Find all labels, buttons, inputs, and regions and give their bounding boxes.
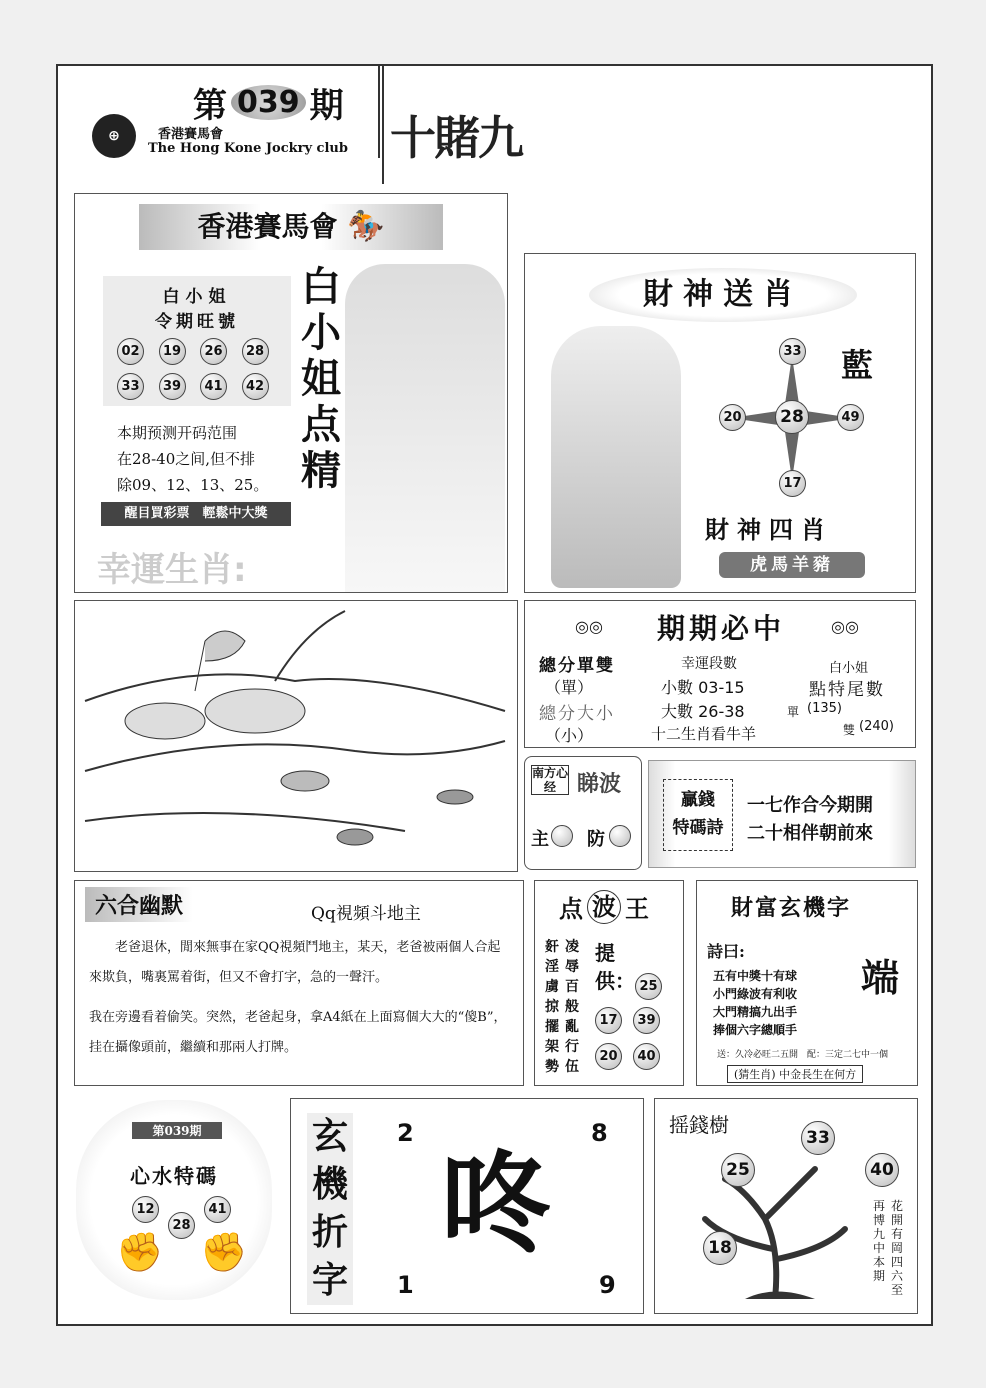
bai-title-2: 令期旺號 xyxy=(155,312,239,332)
compass-star xyxy=(719,338,865,498)
xinshui-ball-1: 12 xyxy=(132,1196,159,1223)
dianbo-section xyxy=(534,880,684,1086)
caifu-line-2: 小門綠波有利收 xyxy=(713,987,798,1001)
dianbo-title-2: 波 xyxy=(587,890,621,924)
liuhe-para-1: 老爸退休，閒來無事在家QQ視頻鬥地主，某天，老爸被兩個人合起來欺負，嘴裏罵着街，但又不會打字，急的一聲汗。 xyxy=(89,940,501,985)
qiqi-row4-right: (240) xyxy=(859,719,894,734)
caifu-line-3: 大門精搞九出手 xyxy=(713,1005,798,1019)
caifu-note: 送：久冷必旺二五開 配：三定二七中一個 xyxy=(717,1050,889,1060)
fang-ball xyxy=(609,825,631,847)
qiqi-row1-right: 白小姐 xyxy=(829,661,869,676)
header-issue-box xyxy=(58,66,380,158)
tree-ball-1: 33 xyxy=(801,1121,835,1155)
caishen-title: 財神送肖 xyxy=(589,268,857,322)
xuanji-bl: 1 xyxy=(397,1271,414,1299)
liuhe-section xyxy=(74,880,524,1086)
bai-banner xyxy=(139,204,443,250)
caifu-riddle: (猜生肖) 中金長生在何方 xyxy=(727,1065,863,1083)
poem-label-2: 特碼詩 xyxy=(672,818,724,838)
dianbo-ball-1: 25 xyxy=(635,973,662,1000)
caifu-line-4: 捧個六字總順手 xyxy=(713,1023,798,1037)
qiqi-row1-label: 總分單雙 xyxy=(539,656,615,676)
xuanji-section xyxy=(290,1098,644,1314)
landscape-drawing xyxy=(75,601,515,869)
bikini-figure xyxy=(345,264,505,592)
tree-section xyxy=(654,1098,918,1314)
caifu-section xyxy=(696,880,918,1086)
qiqi-row3-mid: 大數 26-38 xyxy=(661,702,745,721)
coin-icon-left: ◎◎ xyxy=(575,617,603,636)
bai-number-ball: 33 xyxy=(117,373,144,400)
dianbo-col-1: 姧淫虜掠擺架勢 xyxy=(545,939,559,1075)
coin-icon-right: ◎◎ xyxy=(831,617,859,636)
tree-ball-2: 25 xyxy=(721,1153,755,1187)
qiqi-row2-label: （單） xyxy=(545,678,594,697)
qiqi-row4-shuang: 雙 xyxy=(843,723,856,737)
qiqi-row2-right: 點特尾數 xyxy=(809,680,885,700)
xinshui-issue: 第039期 xyxy=(132,1122,222,1139)
issue-prefix: 第 xyxy=(193,86,227,126)
caishen-figure xyxy=(551,326,681,588)
bai-vertical-title: 白小姐点精 xyxy=(301,263,341,494)
bai-title-1: 白小姐 xyxy=(162,287,232,307)
qiqi-row4-mid: 十二生肖看牛羊 xyxy=(651,725,757,743)
issue-suffix: 期 xyxy=(309,86,344,126)
bai-slogan: 醒目買彩票 輕鬆中大獎 xyxy=(101,502,291,526)
bai-numbers-panel xyxy=(103,276,291,406)
poem-label-1: 贏錢 xyxy=(681,790,715,810)
club-cn: 香港賽馬會 xyxy=(158,127,224,142)
poem-label xyxy=(663,779,733,851)
caishen-bottom-ball: 17 xyxy=(779,470,806,497)
xinshui-title: 心水特碼 xyxy=(130,1164,218,1188)
dianbo-title xyxy=(559,889,649,924)
header-banner xyxy=(382,66,536,184)
bai-range-text xyxy=(117,420,268,498)
xuanji-tr: 8 xyxy=(591,1119,608,1147)
caishen-section xyxy=(524,253,916,593)
xinshui-ball-2: 28 xyxy=(168,1212,195,1239)
issue-title xyxy=(193,78,344,127)
nanfang-fang: 防 xyxy=(587,829,605,850)
bai-number-ball: 19 xyxy=(159,338,186,365)
caishen-right-ball: 49 xyxy=(837,404,864,431)
caishen-subtitle: 財神四肖 xyxy=(705,515,833,544)
qiqi-row1-mid: 幸運段數 xyxy=(681,656,737,672)
dianbo-col-2: 凌辱百般亂行伍 xyxy=(565,939,579,1075)
bai-range-2: 在28-40之间,但不排 xyxy=(117,450,256,468)
fist-icon-right: ✊ xyxy=(200,1230,248,1274)
poem-section xyxy=(648,760,916,868)
xinshui-section xyxy=(76,1100,272,1300)
fist-icon-left: ✊ xyxy=(116,1230,164,1274)
dianbo-ball-4: 20 xyxy=(595,1043,622,1070)
nanfang-title: 睇波 xyxy=(577,771,622,797)
xinshui-ball-3: 41 xyxy=(204,1196,231,1223)
dianbo-ball-3: 39 xyxy=(633,1007,660,1034)
jockey-club-logo: ⊕ xyxy=(92,114,136,158)
tree-col-1: 花開有岡四六至 xyxy=(891,1199,904,1297)
qiqi-row3-right: (135) xyxy=(807,701,842,716)
xuanji-br: 9 xyxy=(599,1271,616,1299)
poem-line-2: 二十相伴朝前來 xyxy=(747,823,873,844)
caifu-title: 財富玄機字 xyxy=(731,895,852,921)
tree-title: 摇錢樹 xyxy=(669,1113,729,1137)
bai-range-1: 本期预测开码范围 xyxy=(117,424,238,442)
nanfang-zhu: 主 xyxy=(531,829,549,850)
tree-drawing xyxy=(685,1139,865,1299)
xuanji-big-char: 咚 xyxy=(441,1140,551,1268)
qiqi-row3-dan: 單 xyxy=(787,705,800,719)
dianbo-tigong: 提供： xyxy=(595,941,635,993)
caishen-center-ball: 28 xyxy=(775,400,809,434)
lucky-zodiac-label: 幸運生肖: xyxy=(97,550,247,590)
banner-text: 十賭九 xyxy=(390,111,522,165)
dianbo-ball-5: 40 xyxy=(633,1043,660,1070)
landscape-illustration xyxy=(74,600,518,872)
poem-line-1: 一七作合今期開 xyxy=(747,795,873,816)
dianbo-title-1: 点 xyxy=(559,894,583,923)
liuhe-para-2: 我在旁邊看着偷笑。突然，老爸起身，拿A4紙在上面寫個大大的“傻B”，挂在攝像頭前，繼續和那兩人打牌。 xyxy=(89,1010,507,1055)
nanfang-section xyxy=(524,756,642,870)
issue-number: 039 xyxy=(231,85,306,120)
bai-number-ball: 26 xyxy=(200,338,227,365)
qiqi-title: 期期必中 xyxy=(656,612,785,645)
bai-number-grid xyxy=(103,332,291,406)
caifu-line-1: 五有中獎十有球 xyxy=(713,969,798,983)
dianbo-ball-2: 17 xyxy=(595,1007,622,1034)
tree-ball-3: 40 xyxy=(865,1153,899,1187)
zhu-ball xyxy=(551,825,573,847)
caishen-left-ball: 20 xyxy=(719,404,746,431)
qiqi-section xyxy=(524,600,916,748)
xuanji-tl: 2 xyxy=(397,1119,414,1147)
bai-range-3: 除09、12、13、25。 xyxy=(117,476,269,494)
liuhe-subtitle: Qq視頻斗地主 xyxy=(311,904,421,924)
caishen-top-ball: 33 xyxy=(779,338,806,365)
bai-banner-text: 香港賽馬會 xyxy=(197,210,338,243)
liuhe-title: 六合幽默 xyxy=(85,887,193,922)
caishen-zodiacs: 虎馬羊豬 xyxy=(719,552,865,578)
bai-number-ball: 42 xyxy=(242,373,269,400)
bai-number-ball: 39 xyxy=(159,373,186,400)
nanfang-label: 南方心经 xyxy=(532,766,569,794)
qiqi-row4-label: （小） xyxy=(545,726,594,745)
tree-ball-4: 18 xyxy=(703,1231,737,1265)
tree-col-2: 再博九中本期 xyxy=(873,1199,886,1283)
horse-racing-icon: 🏇 xyxy=(347,209,385,244)
bai-number-ball: 28 xyxy=(242,338,269,365)
dianbo-title-3: 王 xyxy=(625,894,649,923)
bai-number-ball: 41 xyxy=(200,373,227,400)
qiqi-row3-label: 總分大小 xyxy=(539,704,615,724)
bai-xiaojie-section xyxy=(74,193,508,593)
xuanji-label: 玄機折字 xyxy=(307,1113,353,1305)
caifu-lines xyxy=(713,967,797,1039)
qiqi-row2-mid: 小數 03-15 xyxy=(661,678,745,697)
color-word: 藍 xyxy=(841,346,874,384)
bai-number-ball: 02 xyxy=(117,338,144,365)
caifu-shi: 詩曰: xyxy=(707,942,745,961)
club-en: The Hong Kone Jockry club xyxy=(148,141,348,156)
caifu-big-char: 端 xyxy=(861,956,900,1000)
